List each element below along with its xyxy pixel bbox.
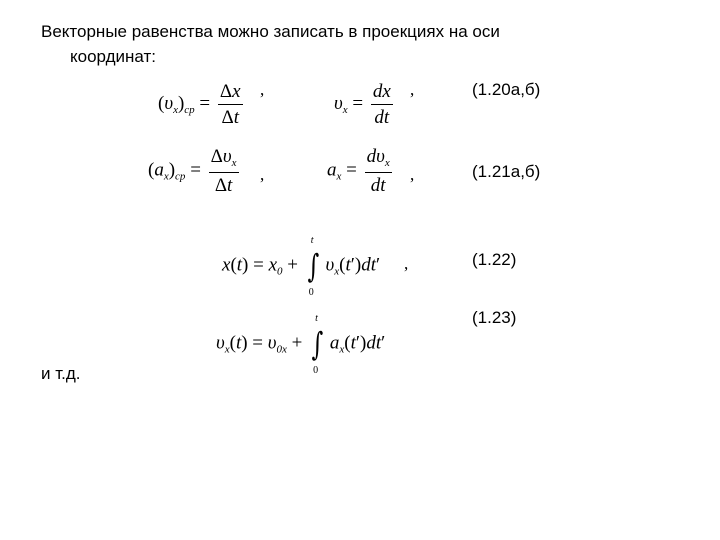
- formula-velocity-integral: $\upsilon_x(t) = \upsilon_{0x}$ + ∫ t 0 $a_x(t')dt'$: [216, 313, 386, 376]
- equation-number-1-21: (1.21а,б): [472, 162, 541, 181]
- equation-number-1-20: (1.20а,б): [472, 80, 541, 99]
- equation-number-1-22: (1.22): [472, 250, 517, 269]
- formula-inst-velocity: $\upsilon_x$ = $\frac{dx}{dt}$: [334, 81, 391, 128]
- formula-position-integral: $x(t) = x_0$ + ∫ t 0 $\upsilon_x(t')dt'$: [222, 235, 381, 298]
- comma-5: ,: [404, 254, 409, 273]
- footer-text: и т.д.: [41, 364, 81, 383]
- comma-1: ,: [260, 80, 265, 99]
- comma-3: ,: [260, 165, 265, 184]
- formula-avg-acceleration: $(a_x)_{ср}$ = $\frac{\Delta\upsilon_x}{\Delta t}$: [148, 146, 237, 196]
- intro-line-2: координат:: [70, 47, 156, 66]
- integral-sign-icon: ∫ t 0: [307, 235, 319, 298]
- comma-4: ,: [410, 165, 415, 184]
- integral-sign-icon: ∫ t 0: [311, 313, 324, 376]
- equation-number-1-23: (1.23): [472, 308, 517, 327]
- formula-inst-acceleration: $a_x$ = $\frac{d\upsilon_x}{dt}$: [327, 146, 390, 196]
- comma-2: ,: [410, 80, 415, 99]
- intro-line-1: Векторные равенства можно записать в проекциях на оси: [41, 22, 500, 41]
- formula-avg-velocity: $(\upsilon_x)_{ср}$ = $\frac{\Delta x}{\Delta t}$: [158, 81, 241, 128]
